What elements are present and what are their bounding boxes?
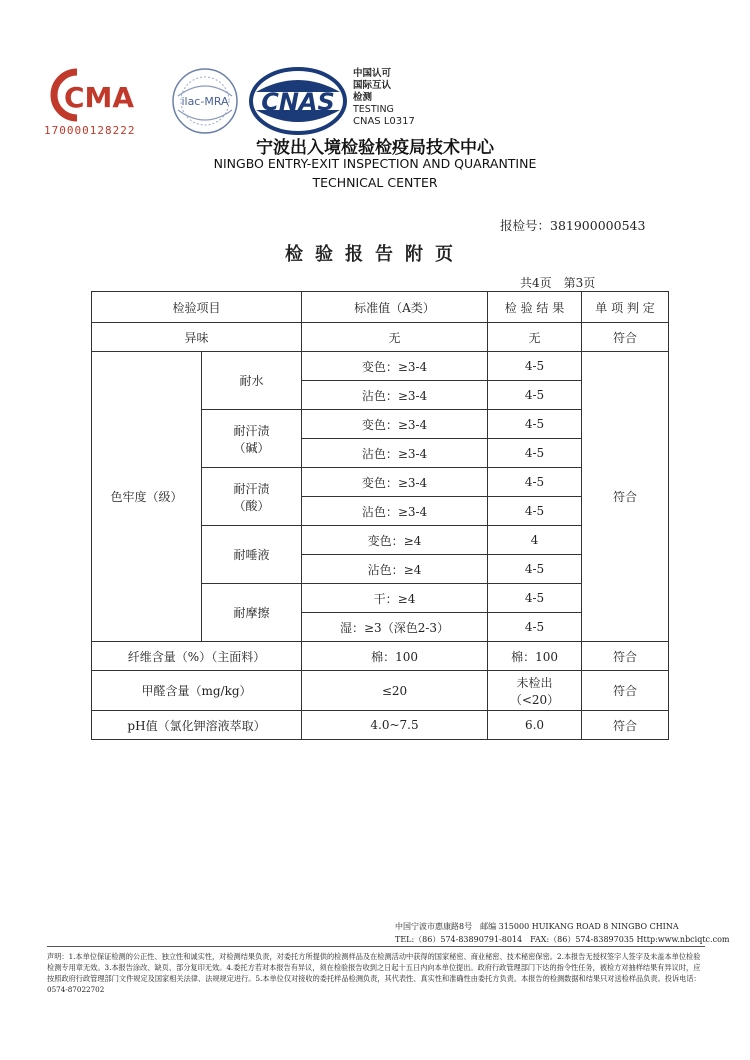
center-name-en-line2: TECHNICAL CENTER — [312, 175, 438, 190]
standard-cell: 变色：≥4 — [302, 526, 488, 555]
formaldehyde-standard: ≤20 — [302, 671, 488, 711]
odor-verdict: 符合 — [582, 323, 669, 352]
cnas-line: 中国认可 — [353, 68, 392, 79]
inspection-table — [91, 291, 669, 740]
report-number: 报检号：381900000543 — [500, 218, 646, 233]
header-result: 检 验 结 果 — [488, 292, 582, 323]
table-row — [92, 323, 669, 352]
standard-cell: 变色：≥3-4 — [302, 468, 488, 497]
standard-cell: 变色：≥3-4 — [302, 410, 488, 439]
result-cell: 4-5 — [488, 381, 582, 410]
result-cell: 4-5 — [488, 439, 582, 468]
fiber-verdict: 符合 — [582, 642, 669, 671]
formaldehyde-item: 甲醛含量（mg/kg） — [92, 671, 302, 711]
cnas-logo-text: CNAS — [261, 88, 335, 116]
header-verdict: 单 项 判 定 — [582, 292, 669, 323]
odor-result: 无 — [488, 323, 582, 352]
page-info: 共4页 第3页 — [520, 276, 596, 290]
formaldehyde-verdict: 符合 — [582, 671, 669, 711]
colorfastness-item: 色牢度（级） — [92, 352, 202, 642]
cma-logo-text: CMA — [64, 81, 135, 114]
table-row — [92, 671, 669, 711]
result-line: 未检出 — [516, 675, 553, 690]
report-title: 检验报告附页 — [285, 244, 465, 265]
odor-item: 异味 — [92, 323, 302, 352]
center-name-cn: 宁波出入境检验检疫局技术中心 — [256, 138, 494, 158]
standard-cell: 变色：≥3-4 — [302, 352, 488, 381]
standard-cell: 沾色：≥4 — [302, 555, 488, 584]
colorfastness-group-sweat-alkali — [202, 410, 302, 468]
group-name-line: （酸） — [233, 498, 270, 513]
group-name-line: 耐汗渍 — [233, 423, 270, 438]
result-cell: 4-5 — [488, 497, 582, 526]
table-row — [92, 711, 669, 740]
standard-cell: 沾色：≥3-4 — [302, 497, 488, 526]
colorfastness-group-saliva: 耐唾液 — [202, 526, 302, 584]
table-row — [92, 352, 669, 381]
cnas-line: 检测 — [353, 92, 373, 103]
result-cell: 4-5 — [488, 613, 582, 642]
ph-item: pH值（氯化钾溶液萃取） — [92, 711, 302, 740]
cnas-line: TESTING — [353, 104, 394, 115]
standard-cell: 干：≥4 — [302, 584, 488, 613]
footer-divider — [47, 946, 705, 947]
group-name-line: （碱） — [233, 440, 270, 455]
table-header-row — [92, 292, 669, 323]
footer-disclaimer: 声明：1.本单位保证检测的公正性、独立性和诚实性，对检测结果负责，对委托方所提供的检测样品及在检测活动中获得的国家秘密、商业秘密、技术秘密保密。2.本报告无授权签字人签字及未盖本单位检验检测专用章无效。3.本报告涂改、缺页、部分复印无效。4.委托方若对本报告有异议，须在检验报告收到之日起十五日内向本单位提出。政府行政管理部门下达的指令性任务，被检方对抽样结果有异议时，应按照政府行政管理部门文件规定及国家相关法律、法规规定进行。5.本单位仅对接收的委托样品检测负责，其代表性、真实性和准确性由委托方负责。本报告的检测数据和结果只对送检样品负责。投诉电话：0574-87022702 — [47, 952, 701, 994]
standard-cell: 沾色：≥3-4 — [302, 381, 488, 410]
fiber-item: 纤维含量（%）（主面料） — [92, 642, 302, 671]
ilac-mra-logo — [168, 66, 242, 136]
footer-address: 中国宁波市惠康路8号 邮编 315000 HUIKANG ROAD 8 NINGBO CHINA — [395, 922, 679, 931]
fiber-standard: 棉：100 — [302, 642, 488, 671]
cma-logo — [47, 68, 137, 122]
cnas-line: 国际互认 — [353, 80, 392, 91]
result-cell: 4-5 — [488, 410, 582, 439]
header-item: 检验项目 — [92, 292, 302, 323]
odor-standard: 无 — [302, 323, 488, 352]
footer-contact: TEL:（86）574-83890791-8014 FAX:（86）574-83897035 Http:www.nbciqtc.com — [395, 935, 730, 944]
cnas-accreditation-text — [353, 68, 415, 128]
cma-number: 170000128222 — [44, 124, 136, 137]
result-cell: 4-5 — [488, 584, 582, 613]
header-standard: 标准值（A类） — [302, 292, 488, 323]
standard-cell: 沾色：≥3-4 — [302, 439, 488, 468]
formaldehyde-result — [488, 671, 582, 711]
result-cell: 4-5 — [488, 468, 582, 497]
ph-result: 6.0 — [488, 711, 582, 740]
center-name-en-line1: NINGBO ENTRY-EXIT INSPECTION AND QUARANTINE — [213, 156, 537, 171]
colorfastness-group-rubbing: 耐摩擦 — [202, 584, 302, 642]
result-line: （<20） — [509, 692, 560, 707]
colorfastness-verdict: 符合 — [582, 352, 669, 642]
ph-standard: 4.0~7.5 — [302, 711, 488, 740]
fiber-result: 棉：100 — [488, 642, 582, 671]
table-row — [92, 642, 669, 671]
result-cell: 4 — [488, 526, 582, 555]
ph-verdict: 符合 — [582, 711, 669, 740]
group-name-line: 耐汗渍 — [233, 481, 270, 496]
cnas-line: CNAS L0317 — [353, 116, 415, 127]
result-cell: 4-5 — [488, 555, 582, 584]
ilac-text: ilac-MRA — [181, 95, 229, 108]
result-cell: 4-5 — [488, 352, 582, 381]
standard-cell: 湿：≥3（深色2-3） — [302, 613, 488, 642]
colorfastness-group-sweat-acid — [202, 468, 302, 526]
cnas-logo — [248, 66, 348, 136]
colorfastness-group-water: 耐水 — [202, 352, 302, 410]
